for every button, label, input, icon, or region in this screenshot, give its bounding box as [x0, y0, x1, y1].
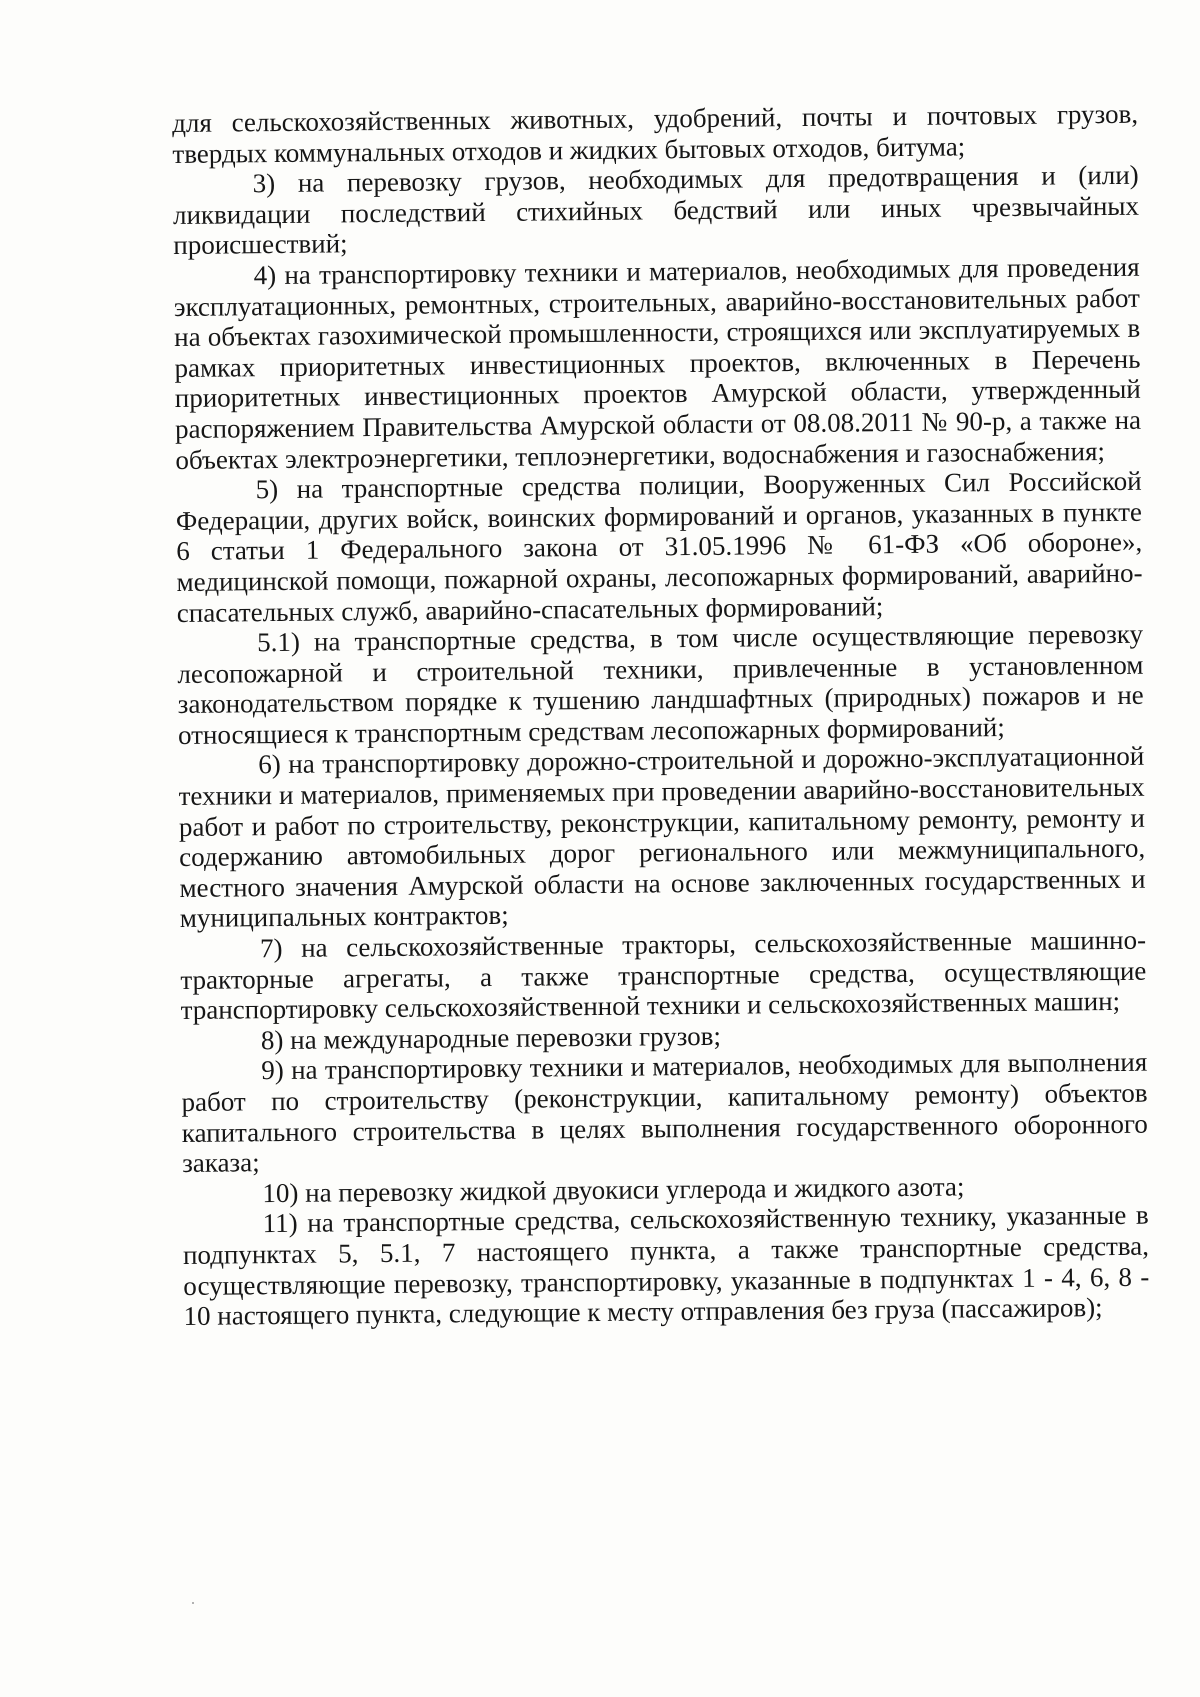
paragraph-item-3: 3) на перевозку грузов, необходимых для предотвращения и (или) ликвидации последствий стихийных бедствий или иных чрезвычайных происшествий;: [172, 159, 1140, 261]
paragraph-item-5-1: 5.1) на транспортные средства, в том числе осуществляющие перевозку лесопожарной и строительной техники, привлеченные в установленном законодательством порядке к тушению ландшафтных (природных) пожаров и не относящиеся к транспортным средствам лесопожарных формирований;: [177, 618, 1144, 750]
paragraph-item-10: 10) на перевозку жидкой двуокиси углерода и жидкого азота;: [262, 1171, 965, 1208]
paragraph-item-5: 5) на транспортные средства полиции, Вооруженных Сил Российской Федерации, других войск, воинских формирований и органов, указанных в пункте 6 статьи 1 Федерального закона от 31.05.1996 № 61-ФЗ «Об обороне», медицинской помощи, пожарной охраны, лесопожарных формирований, аварийно-спасательных служб, аварийно-спасательных формирований;: [175, 465, 1143, 628]
paragraph-item-8: 8) на международные перевозки грузов;: [260, 1020, 722, 1056]
paragraph-item-11: 11) на транспортные средства, сельскохозяйственную технику, указанные в подпунктах 5, 5.1, 7 настоящего пункта, а также транспортные средства, осуществляющие перевозку, транспортировку, указанные в подпунктах 1 - 4, 6, 8 - 10 настоящего пункта, следующие к месту отправления без груза (пассажиров);: [182, 1200, 1150, 1332]
document-body: [172, 99, 1150, 1332]
paragraph-item-4: 4) на транспортировку техники и материалов, необходимых для проведения эксплуатационных, ремонтных, строительных, аварийно-восстановительных работ на объектах газохимической промышленности, строящихся или эксплуатируемых в рамках приоритетных инвестиционных проектов, включенных в Перечень приоритетных инвестиционных проектов Амурской области, утвержденный распоряжением Правительства Амурской области от 08.08.2011 № 90-р, а также на объектах электроэнергетики, теплоэнергетики, водоснабжения и газоснабжения;: [173, 251, 1142, 475]
paragraph-item-7: 7) на сельскохозяйственные тракторы, сельскохозяйственные машинно-тракторные агрегаты, а также транспортные средства, осуществляющие транспортировку сельскохозяйственной техники и сельскохозяйственных машин;: [180, 924, 1147, 1026]
paragraph-item-6: 6) на транспортировку дорожно-строительной и дорожно-эксплуатационной техники и материалов, применяемых при проведении аварийно-восстановительных работ и работ по строительству, реконструкции, капитальному ремонту, ремонту и содержанию автомобильных дорог регионального или межмуниципального, местного значения Амурской области на основе заключенных государственных и муниципальных контрактов;: [178, 741, 1146, 934]
paragraph-continuation: для сельскохозяйственных животных, удобрений, почты и почтовых грузов, твердых коммунальных отходов и жидких бытовых отходов, битума;: [172, 98, 1139, 169]
scan-speck: [192, 1602, 194, 1604]
paragraph-item-9: 9) на транспортировку техники и материалов, необходимых для выполнения работ по строительству (реконструкции, капитальному ремонту) объектов капитального строительства в целях выполнения государственного оборонного заказа;: [181, 1047, 1148, 1179]
